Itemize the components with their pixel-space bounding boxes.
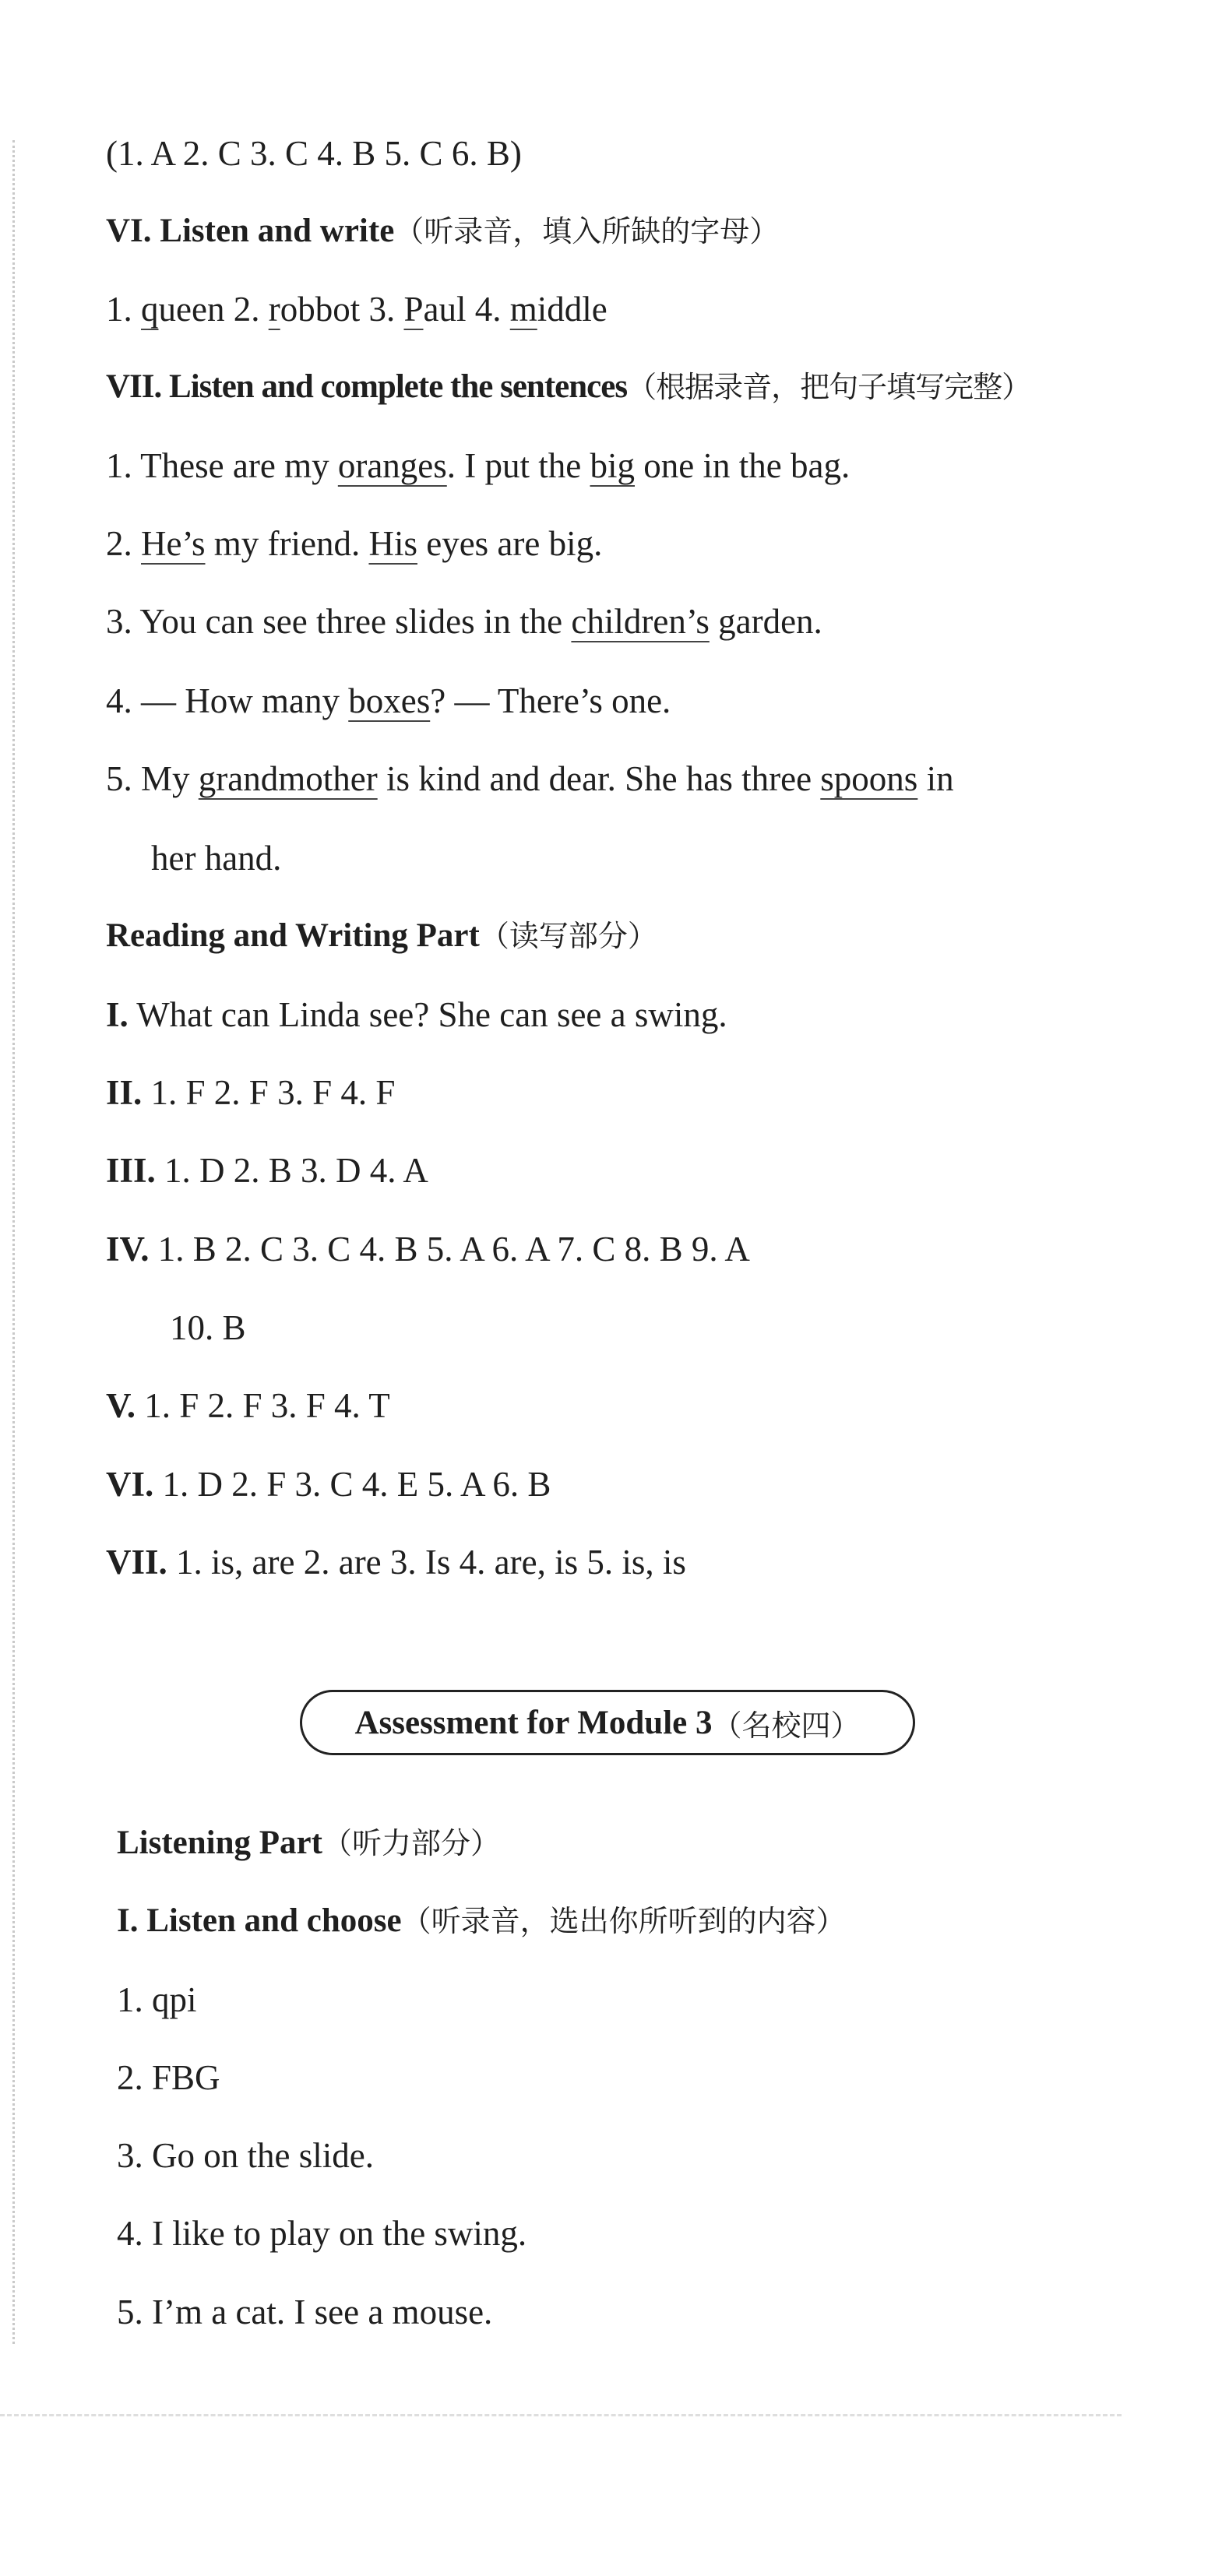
answer-line: 1. These are my oranges. I put the big one in the bag. [106,446,850,485]
answer-line: 3. You can see three slides in the children’s garden. [106,602,822,641]
bottom-scan-noise [0,2414,1122,2416]
assessment-title-box: Assessment for Module 3 （名校四） [300,1690,915,1755]
listening-item: 5. I’m a cat. I see a mouse. [117,2293,493,2331]
answer-line: 2. He’s my friend. His eyes are big. [106,524,603,563]
margin-dotted-rule [12,140,15,2344]
listening-item: 1. qpi [117,1980,197,2019]
answer-line: VII. 1. is, are 2. are 3. Is 4. are, is 5. is, is [106,1543,686,1582]
answer-line: her hand. [151,839,282,878]
answer-line: VI. 1. D 2. F 3. C 4. E 5. A 6. B [106,1465,551,1504]
listening-item: 4. I like to play on the swing. [117,2214,527,2253]
answer-line: V. 1. F 2. F 3. F 4. T [106,1386,390,1425]
answer-line: 10. B [170,1308,246,1347]
answer-line: IV. 1. B 2. C 3. C 4. B 5. A 6. A 7. C 8. B 9. A [106,1230,750,1269]
answer-line: 4. — How many boxes? — There’s one. [106,681,671,720]
answer-line: I. What can Linda see? She can see a swing. [106,995,727,1034]
answer-line: 5. My grandmother is kind and dear. She has three spoons in [106,759,954,798]
listening-item: 3. Go on the slide. [117,2136,374,2175]
answer-line: (1. A 2. C 3. C 4. B 5. C 6. B) [106,134,522,173]
listening-item: 2. FBG [117,2058,220,2097]
section-heading: I. Listen and choose（听录音，选出你所听到的内容） [117,1902,846,1939]
answer-line: 1. queen 2. robbot 3. Paul 4. middle [106,290,608,329]
answer-line: II. 1. F 2. F 3. F 4. F [106,1073,396,1112]
answer-line: III. 1. D 2. B 3. D 4. A [106,1151,428,1190]
section-heading: VI. Listen and write（听录音，填入所缺的字母） [106,213,780,249]
section-heading: Reading and Writing Part（读写部分） [106,917,657,954]
section-heading: VII. Listen and complete the sentences（根据录音，把句子填写完整） [106,368,1031,405]
section-heading: Listening Part（听力部分） [117,1825,500,1861]
